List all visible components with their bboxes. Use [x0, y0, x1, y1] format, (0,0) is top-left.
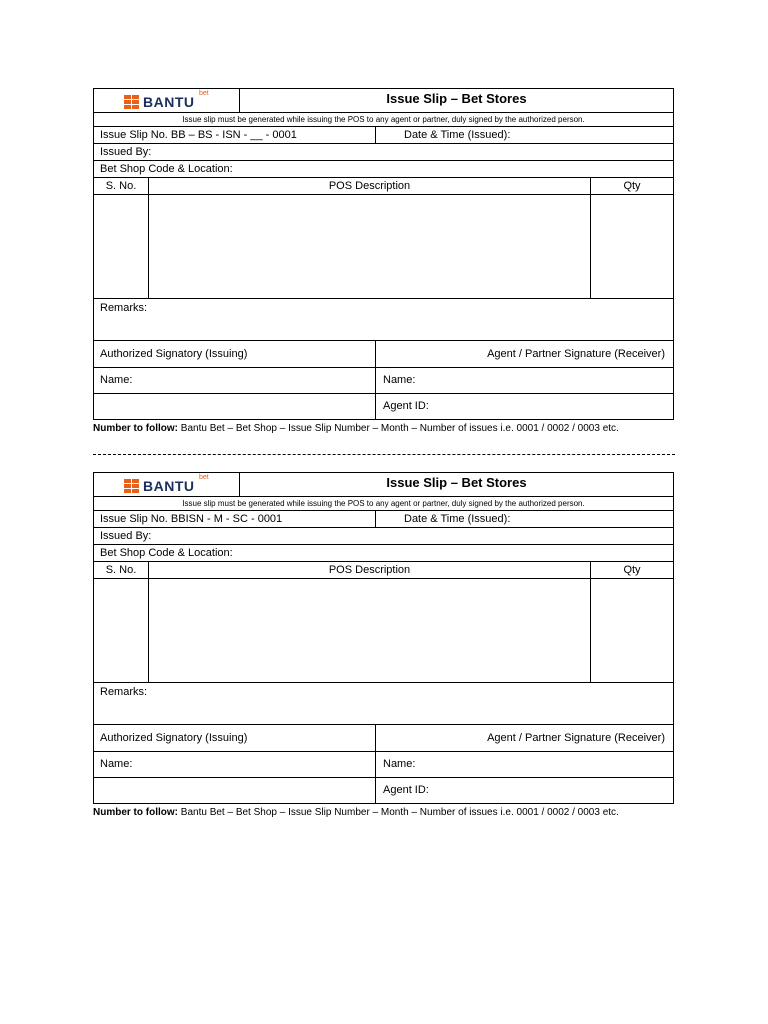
signature-row: [93, 725, 674, 752]
date-time-field[interactable]: Date & Time (Issued):: [404, 513, 511, 525]
slip-note: Issue slip must be generated while issuing the POS to any agent or partner, duly signed by the authorized person.: [93, 113, 674, 127]
slip-number-row: [93, 511, 674, 528]
agent-id-field[interactable]: Agent ID:: [383, 784, 429, 796]
issuer-name-field[interactable]: Name:: [94, 368, 376, 393]
blank-cell[interactable]: [94, 778, 376, 803]
qty-cell[interactable]: [591, 195, 673, 298]
slip-number-row: [93, 127, 674, 144]
bantu-logo: [124, 90, 209, 110]
number-to-follow: [93, 807, 619, 818]
logo-superscript: bet: [199, 474, 209, 481]
col-sno: S. No.: [94, 562, 149, 578]
logo-wordmark: BANTU: [143, 94, 195, 110]
sno-cell[interactable]: [94, 579, 149, 682]
slip-title: Issue Slip – Bet Stores: [386, 91, 527, 106]
description-cell[interactable]: [149, 195, 591, 298]
issued-by-field[interactable]: Issued By:: [93, 528, 674, 545]
agent-id-row: [93, 394, 674, 420]
col-description: POS Description: [149, 178, 591, 194]
number-to-follow: [93, 423, 619, 434]
col-qty: Qty: [623, 564, 641, 576]
issue-slip-2: [93, 472, 674, 804]
col-description: POS Description: [149, 562, 591, 578]
issued-by-field[interactable]: Issued By:: [93, 144, 674, 161]
receiver-name-field[interactable]: Name:: [383, 374, 416, 386]
name-row: [93, 368, 674, 394]
slip-number: Issue Slip No. BBISN - M - SC - 0001: [94, 511, 376, 527]
issuer-name-field[interactable]: Name:: [94, 752, 376, 777]
logo-cell: [94, 89, 240, 112]
slip-title: Issue Slip – Bet Stores: [386, 475, 527, 490]
authorized-signatory: Authorized Signatory (Issuing): [94, 341, 376, 367]
agent-signature: Agent / Partner Signature (Receiver): [487, 348, 665, 360]
description-cell[interactable]: [149, 579, 591, 682]
follow-text: Bantu Bet – Bet Shop – Issue Slip Number – Month – Number of issues i.e. 0001 / 0002 / 0003 etc.: [178, 807, 619, 818]
follow-label: Number to follow:: [93, 423, 178, 434]
agent-id-field[interactable]: Agent ID:: [383, 400, 429, 412]
logo-mark-icon: [124, 479, 140, 493]
follow-text: Bantu Bet – Bet Shop – Issue Slip Number – Month – Number of issues i.e. 0001 / 0002 / 0003 etc.: [178, 423, 619, 434]
table-header: [93, 562, 674, 579]
logo-cell: [94, 473, 240, 496]
slip-number: Issue Slip No. BB – BS - ISN - __ - 0001: [94, 127, 376, 143]
logo-wordmark: BANTU: [143, 478, 195, 494]
table-header: [93, 178, 674, 195]
blank-cell[interactable]: [94, 394, 376, 419]
logo-superscript: bet: [199, 90, 209, 97]
date-time-field[interactable]: Date & Time (Issued):: [404, 129, 511, 141]
bantu-logo: [124, 474, 209, 494]
bet-shop-field[interactable]: Bet Shop Code & Location:: [93, 161, 674, 178]
col-qty: Qty: [623, 180, 641, 192]
logo-mark-icon: [124, 95, 140, 109]
bet-shop-field[interactable]: Bet Shop Code & Location:: [93, 545, 674, 562]
slip-header: [93, 472, 674, 497]
follow-label: Number to follow:: [93, 807, 178, 818]
agent-id-row: [93, 778, 674, 804]
remarks-field[interactable]: Remarks:: [93, 683, 674, 725]
col-sno: S. No.: [94, 178, 149, 194]
slip-header: [93, 88, 674, 113]
agent-signature: Agent / Partner Signature (Receiver): [487, 732, 665, 744]
qty-cell[interactable]: [591, 579, 673, 682]
receiver-name-field[interactable]: Name:: [383, 758, 416, 770]
remarks-field[interactable]: Remarks:: [93, 299, 674, 341]
sno-cell[interactable]: [94, 195, 149, 298]
issue-slip-1: [93, 88, 674, 420]
name-row: [93, 752, 674, 778]
slip-note: Issue slip must be generated while issuing the POS to any agent or partner, duly signed by the authorized person.: [93, 497, 674, 511]
cut-line-divider: [93, 454, 675, 455]
authorized-signatory: Authorized Signatory (Issuing): [94, 725, 376, 751]
signature-row: [93, 341, 674, 368]
table-body[interactable]: [93, 579, 674, 683]
table-body[interactable]: [93, 195, 674, 299]
